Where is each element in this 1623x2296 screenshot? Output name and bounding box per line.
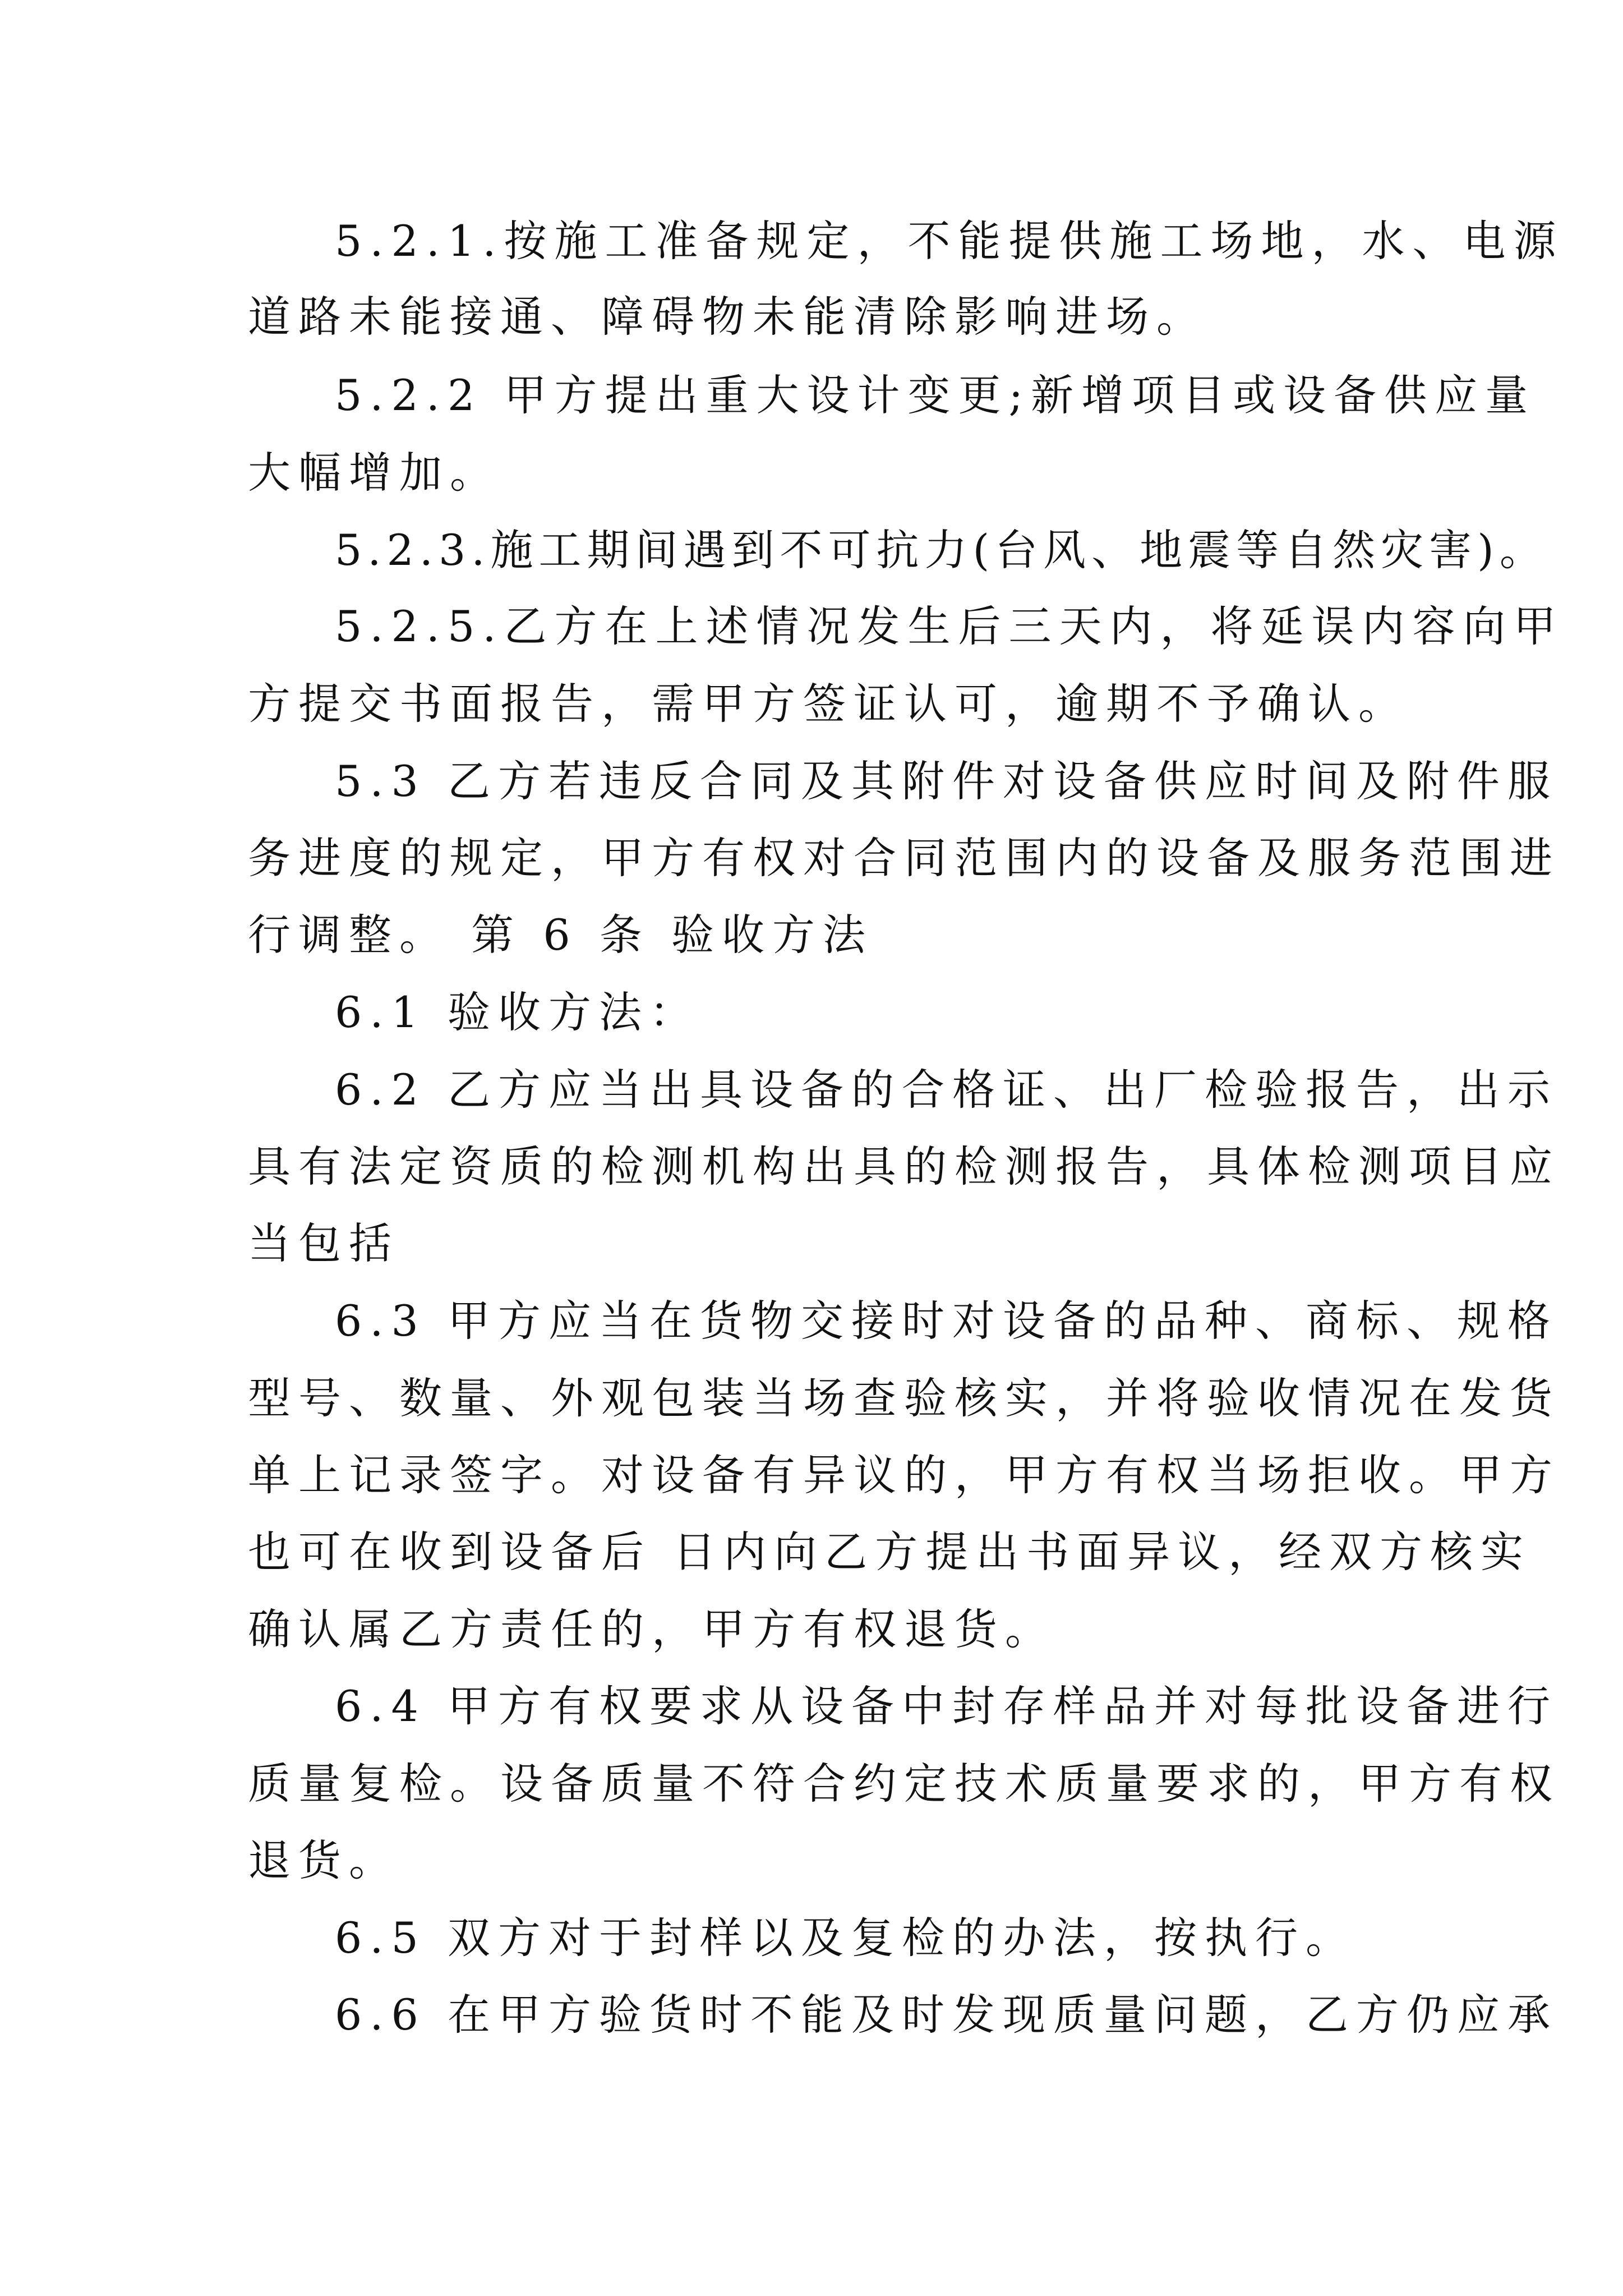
- text-line: 当包括: [248, 1218, 399, 1268]
- text-line: 大幅增加。: [248, 448, 500, 498]
- text-line: 6.1 验收方法：: [335, 987, 700, 1037]
- text-line: 也可在收到设备后 日内向乙方提出书面异议，经双方核实: [248, 1527, 1532, 1577]
- text-line: 务进度的规定，甲方有权对合同范围内的设备及服务范围进: [248, 833, 1560, 883]
- text-line: 5.2.1.按施工准备规定，不能提供施工场地，水、电源: [335, 216, 1564, 266]
- text-line: 行调整。 第 6 条 验收方法: [248, 910, 873, 960]
- text-line: 5.2.3.施工期间遇到不可抗力(台风、地震等自然灾害)。: [335, 525, 1548, 575]
- text-line: 具有法定资质的检测机构出具的检测报告，具体检测项目应: [248, 1142, 1560, 1191]
- text-line: 确认属乙方责任的，甲方有权退货。: [248, 1604, 1055, 1654]
- text-line: 5.2.2 甲方提出重大设计变更;新增项目或设备供应量: [335, 370, 1536, 420]
- text-line: 质量复检。设备质量不符合约定技术质量要求的，甲方有权: [248, 1759, 1560, 1809]
- text-line: 6.3 甲方应当在货物交接时对设备的品种、商标、规格: [335, 1296, 1559, 1346]
- text-line: 5.2.5.乙方在上述情况发生后三天内，将延误内容向甲: [335, 601, 1564, 651]
- text-line: 5.3 乙方若违反合同及其附件对设备供应时间及附件服: [335, 756, 1559, 806]
- text-line: 方提交书面报告，需甲方签证认可，逾期不予确认。: [248, 679, 1409, 729]
- text-line: 6.4 甲方有权要求从设备中封存样品并对每批设备进行: [335, 1681, 1559, 1731]
- text-line: 单上记录签字。对设备有异议的，甲方有权当场拒收。甲方: [248, 1450, 1560, 1500]
- text-line: 6.2 乙方应当出具设备的合格证、出厂检验报告，出示: [335, 1065, 1559, 1115]
- text-line: 道路未能接通、障碍物未能清除影响进场。: [248, 292, 1207, 342]
- text-line: 退货。: [248, 1835, 399, 1885]
- text-line: 6.6 在甲方验货时不能及时发现质量问题，乙方仍应承: [335, 1990, 1559, 2040]
- text-line: 6.5 双方对于封样以及复检的办法，按执行。: [335, 1913, 1357, 1963]
- text-line: 型号、数量、外观包装当场查验核实，并将验收情况在发货: [248, 1373, 1560, 1423]
